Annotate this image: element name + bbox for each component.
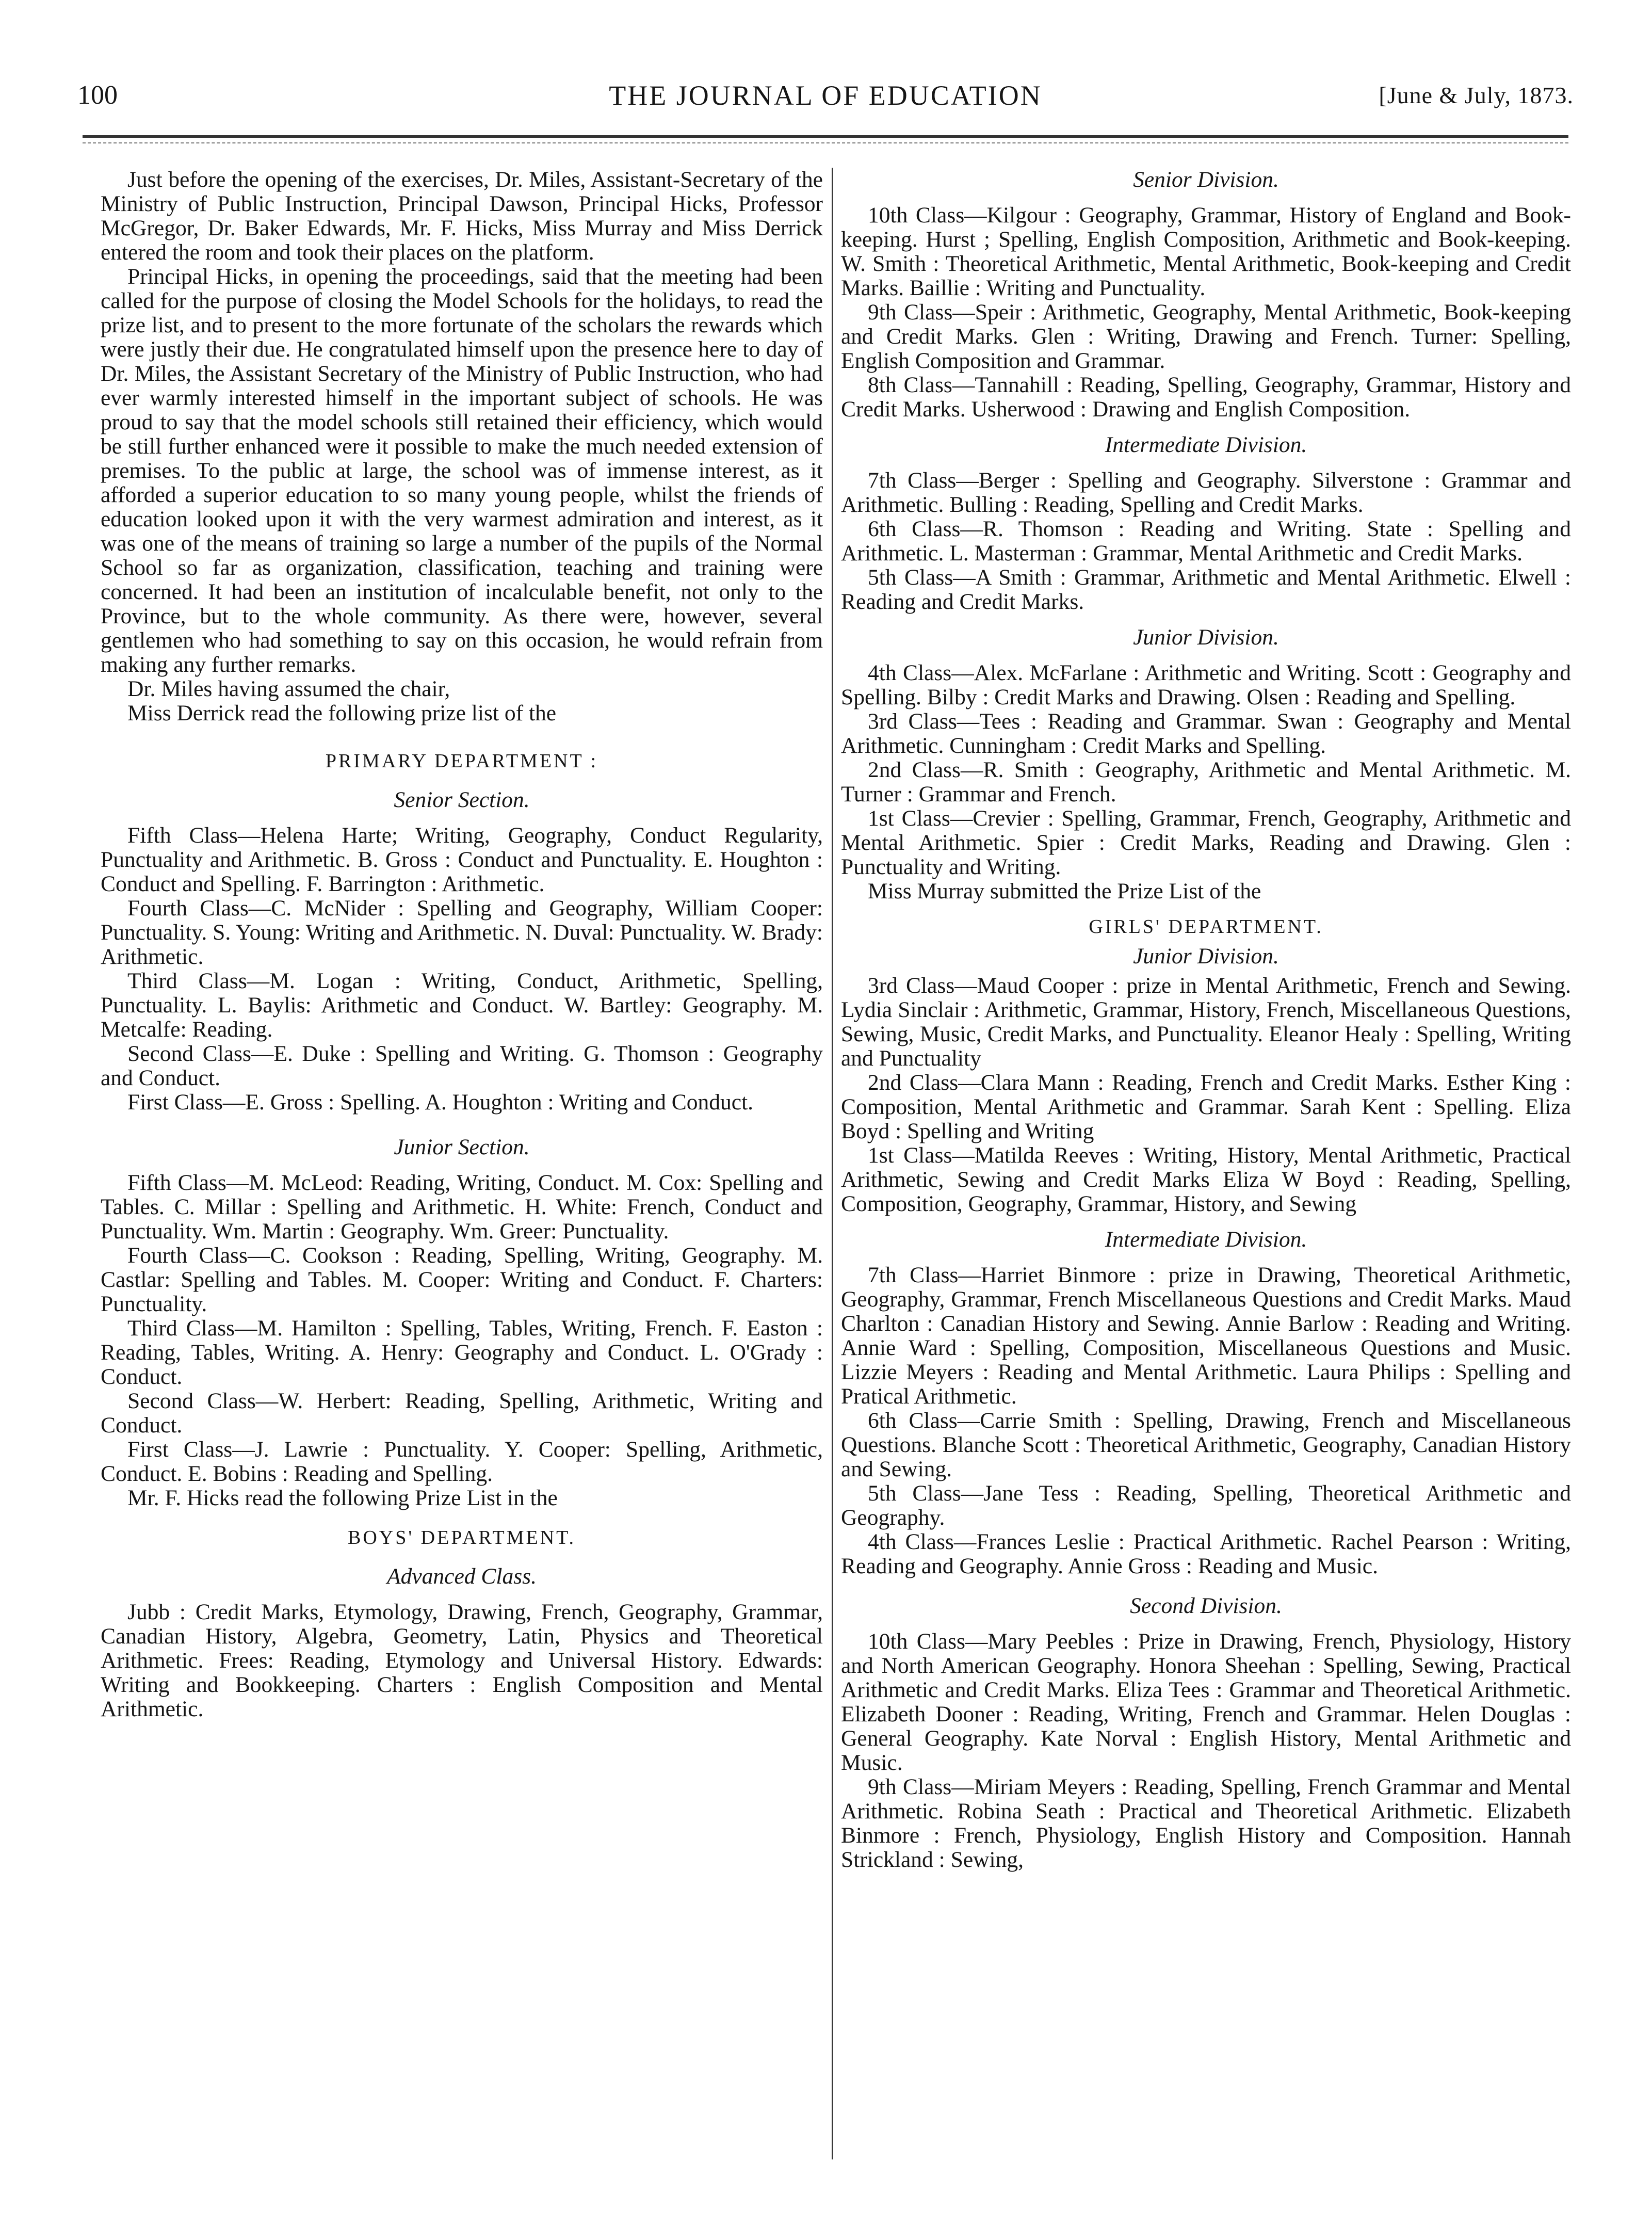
prize-entry: 1st Class—Crevier : Spelling, Grammar, French, Geography, Arithmetic and Mental Arithmetic. Spier : Credit Marks, Reading and Drawing. Glen : Punctuality and Writing.: [841, 806, 1571, 879]
intro-paragraph: Just before the opening of the exercises, Dr. Miles, Assistant-Secretary of the Ministry of Public Instruction, Principal Dawson, Principal Hicks, Professor McGregor, Dr. Baker Edwards, Mr. F. Hicks, Miss Murray and Miss Derrick entered the room and took their places on the platform.: [101, 167, 823, 265]
intro-paragraph: Dr. Miles having assumed the chair,: [127, 676, 450, 701]
prize-entry: Second Class—W. Herbert: Reading, Spelling, Arithmetic, Writing and Conduct.: [101, 1389, 823, 1438]
second-division-heading: Second Division.: [1130, 1593, 1282, 1618]
senior-section-heading: Senior Section.: [394, 787, 530, 812]
column-divider: [832, 168, 833, 2159]
junior-division-heading: Junior Division.: [1133, 625, 1279, 650]
girls-intermediate-division-heading: Intermediate Division.: [1105, 1227, 1307, 1252]
prize-entry: 9th Class—Speir : Arithmetic, Geography, Mental Arithmetic, Book-keeping and Credit Marks. Glen : Writing, Drawing and French. Turner: Spelling, English Composition and Grammar.: [841, 300, 1571, 373]
prize-entry: 3rd Class—Maud Cooper : prize in Mental Arithmetic, French and Sewing. Lydia Sinclair : Arithmetic, Grammar, History, French, Miscellaneous Questions, Sewing, Music, Credit Marks, and Punctuality. Eleanor Healy : Spelling, Writing and Punctuality: [841, 973, 1571, 1071]
prize-entry: 6th Class—Carrie Smith : Spelling, Drawing, French and Miscellaneous Questions. Blanche Scott : Theoretical Arithmetic, Geography, Canadian History and Sewing.: [841, 1408, 1571, 1481]
prize-entry: Fifth Class—M. McLeod: Reading, Writing, Conduct. M. Cox: Spelling and Tables. C. Millar : Spelling and Arithmetic. H. White: French, Conduct and Punctuality. Wm. Martin : Geography. Wm. Greer: Punctuality.: [101, 1170, 823, 1244]
prize-entry: First Class—E. Gross : Spelling. A. Houghton : Writing and Conduct.: [127, 1090, 754, 1115]
prize-entry: 5th Class—Jane Tess : Reading, Spelling, Theoretical Arithmetic and Geography.: [841, 1481, 1571, 1530]
prize-entry: 2nd Class—Clara Mann : Reading, French and Credit Marks. Esther King : Composition, Mental Arithmetic and Grammar. Sarah Kent : Spelling. Eliza Boyd : Spelling and Writing: [841, 1070, 1571, 1143]
left-column: [101, 168, 823, 1721]
prize-entry: Fourth Class—C. McNider : Spelling and Geography, William Cooper: Punctuality. S. Young: Writing and Arithmetic. N. Duval: Punctuality. W. Brady: Arithmetic.: [101, 896, 823, 969]
prize-entry: 3rd Class—Tees : Reading and Grammar. Swan : Geography and Mental Arithmetic. Cunningham : Credit Marks and Spelling.: [841, 709, 1571, 758]
prize-entry: 4th Class—Frances Leslie : Practical Arithmetic. Rachel Pearson : Writing, Reading and Geography. Annie Gross : Reading and Music.: [841, 1529, 1571, 1578]
murray-intro: Miss Murray submitted the Prize List of the: [868, 879, 1261, 904]
prize-entry: First Class—J. Lawrie : Punctuality. Y. Cooper: Spelling, Arithmetic, Conduct. E. Bobins : Reading and Spelling.: [101, 1437, 823, 1486]
header-rule: [83, 135, 1568, 138]
prize-entry: 5th Class—A Smith : Grammar, Arithmetic and Mental Arithmetic. Elwell : Reading and Credit Marks.: [841, 565, 1571, 614]
senior-division-heading: Senior Division.: [1133, 167, 1279, 192]
primary-department-heading: PRIMARY DEPARTMENT :: [325, 750, 598, 772]
prize-entry: 9th Class—Miriam Meyers : Reading, Spelling, French Grammar and Mental Arithmetic. Robina Seath : Practical and Theoretical Arithmetic. Elizabeth Binmore : French, Physiology, English History and Composition. Hannah Strickland : Sewing,: [841, 1775, 1571, 1872]
right-column: [841, 168, 1571, 1872]
prize-entry: Third Class—M. Hamilton : Spelling, Tables, Writing, French. F. Easton : Reading, Tables, Writing. A. Henry: Geography and Conduct. L. O'Grady : Conduct.: [101, 1316, 823, 1389]
prize-entry: 7th Class—Berger : Spelling and Geography. Silverstone : Grammar and Arithmetic. Bulling : Reading, Spelling and Credit Marks.: [841, 468, 1571, 517]
junior-section-heading: Junior Section.: [394, 1135, 530, 1159]
prize-entry: 10th Class—Mary Peebles : Prize in Drawing, French, Physiology, History and North American Geography. Honora Sheehan : Spelling, Sewing, Practical Arithmetic and Credit Marks. Eliza Tees : Grammar and Theoretical Arithmetic. Elizabeth Dooner : Reading, Writing, French and Grammar. Helen Douglas : General Geography. Kate Norval : English History, Mental Arithmetic and Music.: [841, 1629, 1571, 1775]
header-rule-dashed: [83, 142, 1568, 143]
running-header: [77, 77, 1574, 114]
prize-entry: Fifth Class—Helena Harte; Writing, Geography, Conduct Regularity, Punctuality and Arithmetic. B. Gross : Conduct and Punctuality. E. Houghton : Conduct and Spelling. F. Barrington : Arithmetic.: [101, 823, 823, 896]
prize-entry: 10th Class—Kilgour : Geography, Grammar, History of England and Book-keeping. Hurst ; Spelling, English Composition, Arithmetic and Book-keeping. W. Smith : Theoretical Arithmetic, Mental Arithmetic, Book-keeping and Credit Marks. Baillie : Writing and Punctuality.: [841, 203, 1571, 300]
prize-entry: 6th Class—R. Thomson : Reading and Writing. State : Spelling and Arithmetic. L. Masterman : Grammar, Mental Arithmetic and Credit Marks.: [841, 517, 1571, 566]
prize-entry: 7th Class—Harriet Binmore : prize in Drawing, Theoretical Arithmetic, Geography, Grammar, French Miscellaneous Questions and Credit Marks. Maud Charlton : Canadian History and Sewing. Annie Barlow : Reading and Writing. Annie Ward : Spelling, Composition, Miscellaneous Questions and Music. Lizzie Meyers : Reading and Mental Arithmetic. Laura Philips : Spelling and Pratical Arithmetic.: [841, 1263, 1571, 1409]
prize-entry: Third Class—M. Logan : Writing, Conduct, Arithmetic, Spelling, Punctuality. L. Baylis: Arithmetic and Conduct. W. Bartley: Geography. M. Metcalfe: Reading.: [101, 969, 823, 1042]
hicks-intro: Mr. F. Hicks read the following Prize List in the: [127, 1486, 558, 1510]
intro-paragraph: Principal Hicks, in opening the proceedings, said that the meeting had been called for the purpose of closing the Model Schools for the holidays, to read the prize list, and to present to the more fortunate of the scholars the rewards which were justly their due. He congratulated himself upon the presence here to day of Dr. Miles, the Assistant Secretary of the Ministry of Public Instruction, who had ever warmly interested himself in the important subject of schools. He was proud to say that the model schools still retained their efficiency, which would be still further enhanced were it possible to make the much needed extension of premises. To the public at large, the school was of immense interest, as it afforded a superior education to so many young people, whilst the friends of education looked upon it with the very warmest admiration and interest, as it was one of the means of training so large a number of the pupils of the Normal School so far as organization, classification, teaching and training were concerned. It had been an institution of incalculable benefit, not only to the Province, but to the whole community. As there were, however, several gentlemen who had something to say on this occasion, he would refrain from making any further remarks.: [101, 264, 823, 677]
prize-entry: Jubb : Credit Marks, Etymology, Drawing, French, Geography, Grammar, Canadian History, Algebra, Geometry, Latin, Physics and Theoretical Arithmetic. Frees: Reading, Etymology and Universal History. Edwards: Writing and Bookkeeping. Charters : English Composition and Mental Arithmetic.: [101, 1600, 823, 1721]
prize-entry: 1st Class—Matilda Reeves : Writing, History, Mental Arithmetic, Practical Arithmetic, Sewing and Credit Marks Eliza W Boyd : Reading, Spelling, Composition, Geography, Grammar, History, and Sewing: [841, 1143, 1571, 1216]
journal-title: THE JOURNAL OF EDUCATION: [609, 80, 1042, 111]
prize-entry: 4th Class—Alex. McFarlane : Arithmetic and Writing. Scott : Geography and Spelling. Bilby : Credit Marks and Drawing. Olsen : Reading and Spelling.: [841, 660, 1571, 709]
boys-department-heading: BOYS' DEPARTMENT.: [347, 1527, 576, 1548]
intermediate-division-heading: Intermediate Division.: [1105, 432, 1307, 457]
prize-entry: Fourth Class—C. Cookson : Reading, Spelling, Writing, Geography. M. Castlar: Spelling and Tables. M. Cooper: Writing and Conduct. F. Charters: Punctuality.: [101, 1243, 823, 1316]
prize-entry: 8th Class—Tannahill : Reading, Spelling, Geography, Grammar, History and Credit Marks. Usherwood : Drawing and English Composition.: [841, 373, 1571, 422]
issue-date: [June & July, 1873.: [1379, 82, 1574, 108]
advanced-class-heading: Advanced Class.: [387, 1564, 537, 1589]
intro-paragraph: Miss Derrick read the following prize list of the: [127, 701, 557, 725]
prize-entry: 2nd Class—R. Smith : Geography, Arithmetic and Mental Arithmetic. M. Turner : Grammar and French.: [841, 757, 1571, 806]
page-number: 100: [77, 80, 118, 110]
girls-junior-division-heading: Junior Division.: [1133, 944, 1279, 969]
girls-department-heading: GIRLS' DEPARTMENT.: [1089, 916, 1323, 938]
prize-entry: Second Class—E. Duke : Spelling and Writing. G. Thomson : Geography and Conduct.: [101, 1041, 823, 1090]
